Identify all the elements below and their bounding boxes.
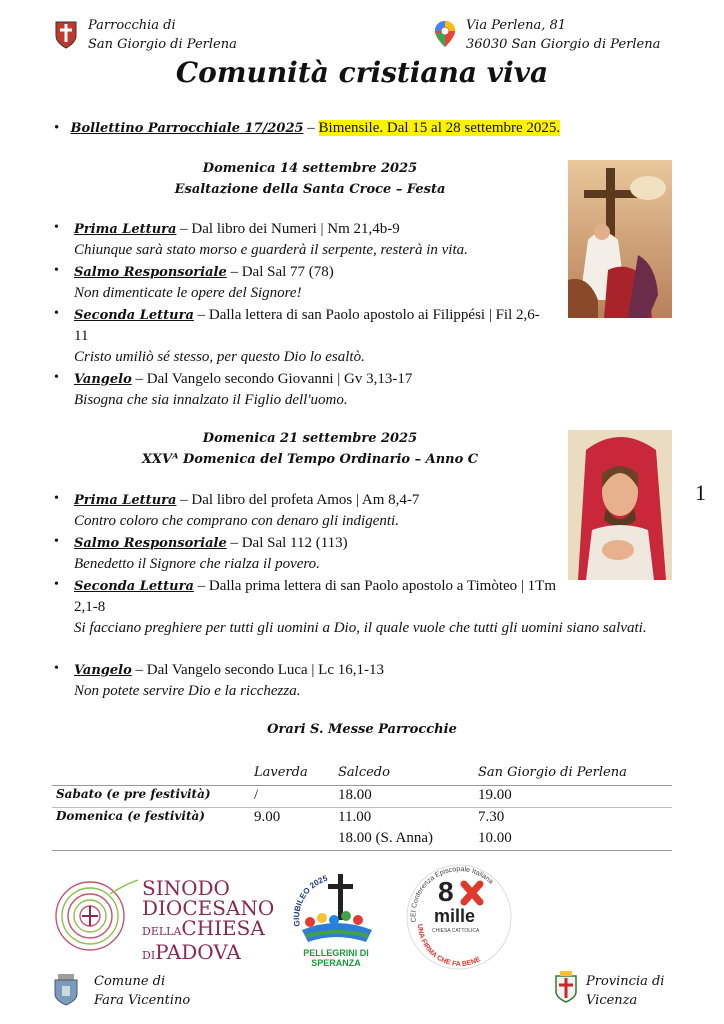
parish-address: Via Perlena, 81 36030 San Giorgio di Perlena bbox=[466, 18, 661, 52]
reading-item: Prima Lettura – Dal libro dei Numeri | Nm 21,4b-9 Chiunque sarà stato morso e guarderà il serpente, resterà in vita. bbox=[74, 221, 468, 258]
bullet-dot: • bbox=[54, 534, 59, 549]
svg-text:GIUBILEO 2025: GIUBILEO 2025 bbox=[292, 873, 329, 927]
table-header-row: Laverda Salcedo San Giorgio di Perlena bbox=[52, 764, 672, 786]
sunday1-heading: Domenica 14 settembre 2025 Esaltazione della Santa Croce – Festa bbox=[174, 161, 446, 197]
bullet-dot: • bbox=[54, 306, 59, 321]
bullet-dot: • bbox=[54, 370, 59, 385]
comune-crest-icon bbox=[52, 972, 80, 1006]
page-number: 1 bbox=[695, 480, 706, 505]
reading-item: Seconda Lettura – Dalla prima lettera di san Paolo apostolo a Timòteo | 1Tm 2,1-8 Si facciano preghiere per tutti gli uomini a Dio, il quale vuole che tutti gli uomini siano salvati. bbox=[74, 578, 647, 636]
mass-schedule-heading: Orari S. Messe Parrocchie bbox=[267, 722, 457, 737]
table-row: Domenica (e festività) 9.00 11.00 7.30 bbox=[56, 809, 505, 825]
holy-cross-painting bbox=[568, 160, 672, 318]
bulletin-period: Bimensile. Dal 15 al 28 settembre 2025. bbox=[318, 120, 561, 136]
sinodo-logo: SINODO DIOCESANO DELLACHIESA DIPADOVA bbox=[50, 874, 264, 958]
sinodo-spiral-icon bbox=[50, 874, 140, 958]
sunday2-heading: Domenica 21 settembre 2025 XXVᴬ Domenica del Tempo Ordinario – Anno C bbox=[141, 431, 479, 467]
giubileo-logo: GIUBILEO 2025 PELLEGRINI DI SPERANZA bbox=[286, 866, 386, 970]
bullet-dot: • bbox=[54, 661, 59, 676]
svg-text:UNA FIRMA CHE FA BENE: UNA FIRMA CHE FA BENE bbox=[415, 923, 482, 969]
reading-item: Prima Lettura – Dal libro del profeta Amos | Am 8,4-7 Contro coloro che comprano con denaro gli indigenti. bbox=[74, 492, 420, 529]
table-row: Sabato (e pre festività) / 18.00 19.00 bbox=[52, 786, 672, 808]
provincia-crest-icon bbox=[554, 970, 578, 1004]
provincia-name: Provincia di Vicenza bbox=[586, 974, 665, 1008]
location-pin-icon bbox=[434, 20, 456, 48]
bullet-dot: • bbox=[54, 120, 60, 136]
comune-name: Comune di Fara Vicentino bbox=[94, 974, 191, 1008]
bullet-dot: • bbox=[54, 491, 59, 506]
bullet-dot: • bbox=[54, 220, 59, 235]
otto-per-mille-logo: CEI Conferenza Episcopale Italiana UNA FIRMA CHE FA BENE 8 mille CHIESA CATTOLICA bbox=[404, 862, 514, 972]
christ-painting bbox=[568, 430, 672, 580]
table-row: 18.00 (S. Anna) 10.00 bbox=[52, 829, 672, 851]
svg-text:CEI Conferenza Episcopale Ital: CEI Conferenza Episcopale Italiana bbox=[410, 866, 495, 923]
bullet-dot: • bbox=[54, 577, 59, 592]
reading-item: Salmo Responsoriale – Dal Sal 77 (78) Non dimenticate le opere del Signore! bbox=[74, 264, 334, 301]
reading-item: Seconda Lettura – Dalla lettera di san Paolo apostolo ai Filippési | Fil 2,6-11 Cristo umiliò sé stesso, per questo Dio lo esaltò. bbox=[74, 307, 540, 365]
bulletin-label: Bollettino Parrocchiale 17/2025 bbox=[70, 121, 304, 136]
parish-name: Parrocchia di San Giorgio di Perlena bbox=[88, 18, 237, 52]
page-title: Comunità cristiana viva bbox=[175, 56, 549, 89]
bulletin-line: • Bollettino Parrocchiale 17/2025 – Bimensile. Dal 15 al 28 settembre 2025. bbox=[54, 120, 561, 136]
parish-logo-icon bbox=[52, 18, 80, 50]
reading-item: Vangelo – Dal Vangelo secondo Luca | Lc 16,1-13 Non potete servire Dio e la ricchezza. bbox=[74, 662, 384, 699]
reading-item: Salmo Responsoriale – Dal Sal 112 (113) Benedetto il Signore che rialza il povero. bbox=[74, 535, 348, 572]
reading-item: Vangelo – Dal Vangelo secondo Giovanni | Gv 3,13-17 Bisogna che sia innalzato il Figlio dell'uomo. bbox=[74, 371, 413, 408]
bullet-dot: • bbox=[54, 263, 59, 278]
mass-schedule-table bbox=[52, 764, 672, 851]
